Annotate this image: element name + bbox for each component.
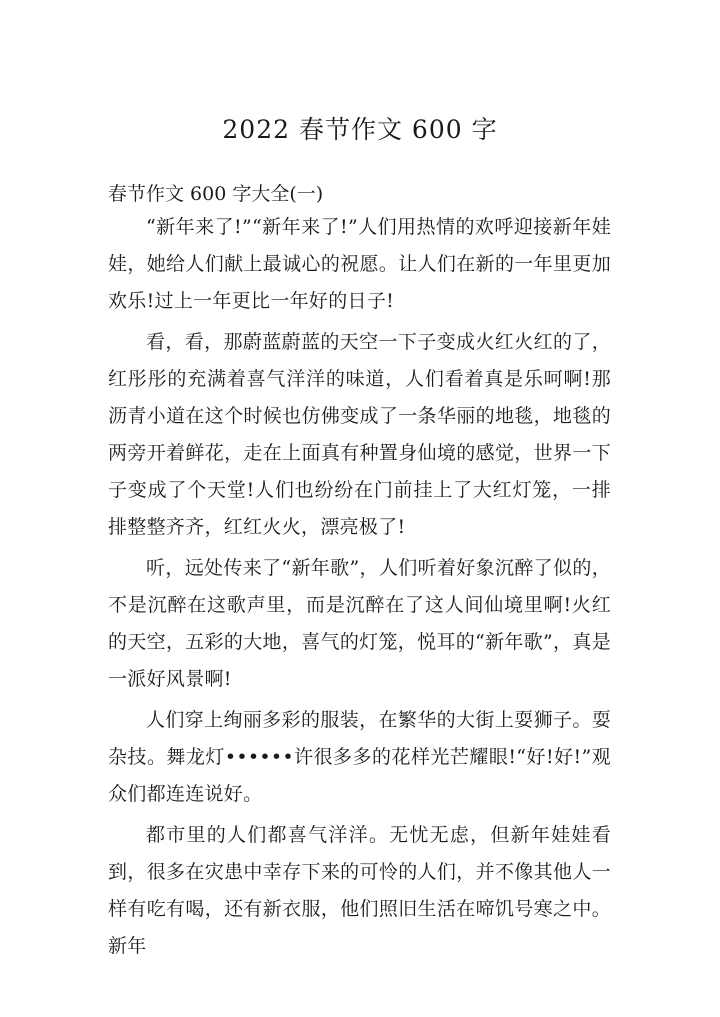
essay-body (108, 209, 611, 969)
section-heading: 春节作文 600 字大全(一) (108, 183, 324, 205)
paragraph: 人们穿上绚丽多彩的服装，在繁华的大街上耍狮子。耍杂技。舞龙灯••••••许很多多的花样光芒耀眼!“好!好!”观众们都连连说好。 (108, 709, 611, 805)
paragraph: 听，远处传来了“新年歌”，人们听着好象沉醉了似的，不是沉醉在这歌声里，而是沉醉在了这人间仙境里啊!火红的天空，五彩的大地，喜气的灯笼，悦耳的“新年歌”，真是一派好风景啊! (108, 557, 611, 690)
document-title: 2022 春节作文 600 字 (222, 115, 498, 144)
paragraph: 看，看，那蔚蓝蔚蓝的天空一下子变成火红火红的了，红彤彤的充满着喜气洋洋的味道，人们看着真是乐呵啊!那沥青小道在这个时候也仿佛变成了一条华丽的地毯，地毯的两旁开着鲜花，走在上面真有种置身仙境的感觉，世界一下子变成了个天堂!人们也纷纷在门前挂上了大红灯笼，一排排整整齐齐，红红火火，漂亮极了! (108, 331, 611, 538)
paragraph: “新年来了!”“新年来了!”人们用热情的欢呼迎接新年娃娃，她给人们献上最诚心的祝愿。让人们在新的一年里更加欢乐!过上一年更比一年好的日子! (108, 216, 611, 312)
paragraph: 都市里的人们都喜气洋洋。无忧无虑，但新年娃娃看到，很多在灾患中幸存下来的可怜的人们，并不像其他人一样有吃有喝，还有新衣服，他们照旧生活在啼饥号寒之中。新年 (108, 824, 611, 957)
